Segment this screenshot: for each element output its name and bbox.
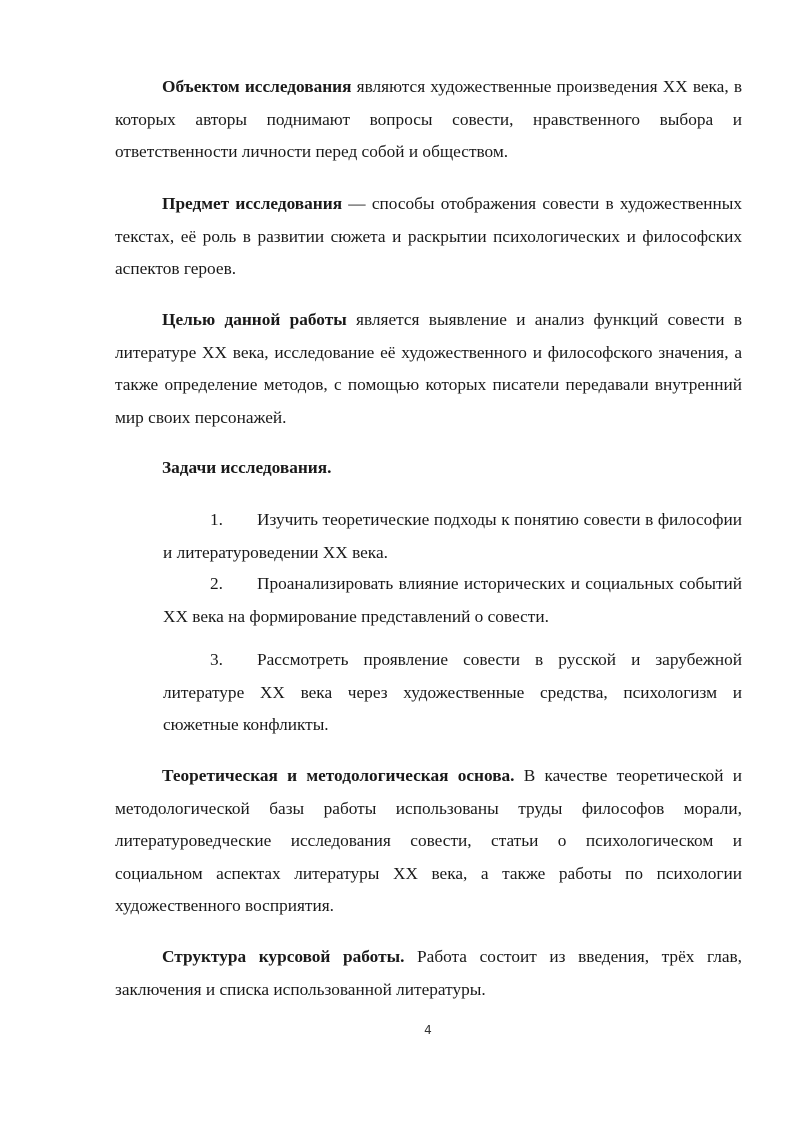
task-text-2: Проанализировать влияние исторических и социальных событий XX века на формирование представлений о совести. (163, 574, 742, 626)
task-number-1: 1. (210, 510, 223, 529)
paragraph-basis (115, 760, 742, 923)
paragraph-object-title: Объектом исследования (162, 77, 352, 96)
task-item-3 (163, 644, 742, 742)
paragraph-structure (115, 941, 742, 1006)
task-number-2: 2. (210, 574, 223, 593)
tasks-heading: Задачи исследования. (162, 458, 332, 477)
task-item-1 (163, 504, 742, 569)
paragraph-basis-title: Теоретическая и методологическая основа. (162, 766, 515, 785)
paragraph-subject-text: — способы отображения совести в художественных текстах, её роль в развитии сюжета и раскрытии психологических и философских аспектов героев. (115, 194, 742, 279)
paragraph-subject-title: Предмет исследования (162, 194, 343, 213)
task-text-1: Изучить теоретические подходы к понятию совести в философии и литературоведении XX века. (163, 510, 742, 562)
paragraph-structure-text: Работа состоит из введения, трёх глав, заключения и списка использованной литературы. (115, 947, 742, 999)
paragraph-goal-title: Целью данной работы (162, 310, 347, 329)
paragraph-object-text: являются художественные произведения XX века, в которых авторы поднимают вопросы совести, нравственного выбора и ответственности личности перед собой и обществом. (115, 77, 742, 162)
paragraph-basis-text: В качестве теоретической и методологической базы работы использованы труды философов морали, литературоведческие исследования совести, статьи о психологическом и социальном аспектах литературы XX века, а также работы по психологии художественного восприятия. (115, 766, 742, 916)
paragraph-goal-text: является выявление и анализ функций совести в литературе XX века, исследование её художественного и философского значения, а также определение методов, с помощью которых писатели передавали внутренний мир своих персонажей. (115, 310, 742, 427)
task-number-3: 3. (210, 650, 223, 669)
task-item-2 (163, 568, 742, 633)
page-number: 4 (424, 1023, 432, 1037)
paragraph-structure-title: Структура курсовой работы. (162, 947, 405, 966)
task-text-3: Рассмотреть проявление совести в русской и зарубежной литературе XX века через художественные средства, психологизм и сюжетные конфликты. (163, 650, 742, 735)
paragraph-subject (115, 188, 742, 286)
paragraph-goal (115, 304, 742, 434)
paragraph-object (115, 71, 742, 169)
